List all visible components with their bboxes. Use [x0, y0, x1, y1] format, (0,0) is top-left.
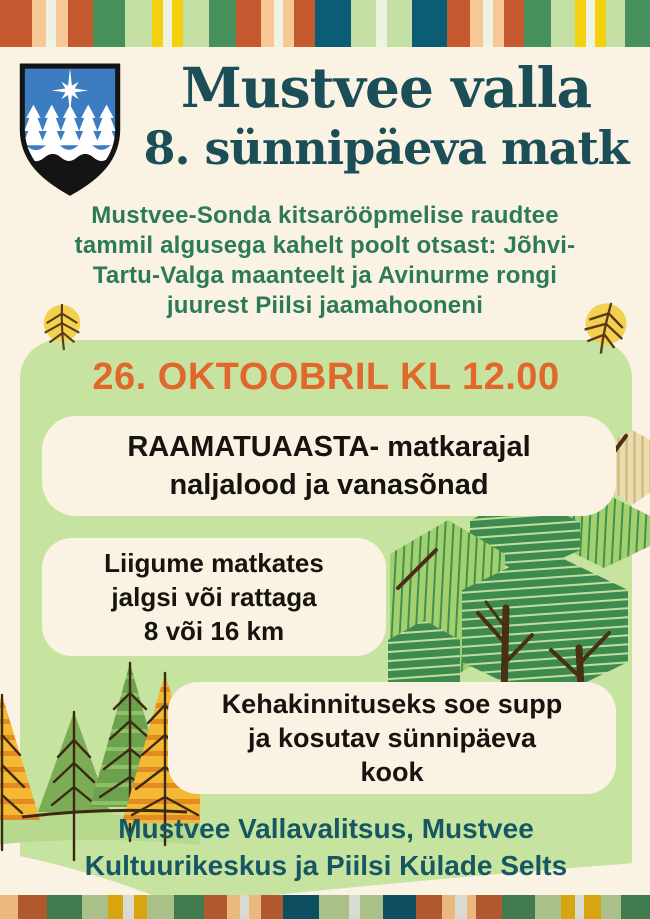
travel-box — [42, 538, 386, 656]
striped-border-bottom — [0, 895, 650, 919]
stripe-sage — [535, 895, 561, 919]
stripe-sage — [360, 895, 383, 919]
stripe-ltgreen — [351, 0, 376, 47]
stripe-green — [209, 0, 236, 47]
travel-box-line: Liigume matkates — [104, 548, 324, 578]
stripe-yellow — [152, 0, 163, 47]
stripe-ltgreen — [125, 0, 152, 47]
stripe-rust — [447, 0, 470, 47]
striped-border-top — [0, 0, 650, 47]
stripe-rust2 — [416, 895, 442, 919]
food-box-line: kook — [360, 757, 424, 787]
title-line-1: Mustvee valla — [180, 55, 592, 120]
stripe-peach2 — [0, 895, 18, 919]
stripe-dkgreen — [502, 895, 535, 919]
food-box — [168, 682, 616, 794]
event-date-time: 26. OKTOOBRIL KL 12.00 — [92, 356, 560, 398]
stripe-green — [93, 0, 125, 47]
stripe-rust — [68, 0, 93, 47]
stripe-cream — [586, 0, 595, 47]
mustvee-coat-of-arms — [14, 60, 126, 197]
stripe-teal2 — [383, 895, 416, 919]
stripe-rust2 — [204, 895, 227, 919]
stripe-gray — [455, 895, 467, 919]
stripe-peach — [261, 0, 274, 47]
stripe-ltgreen — [387, 0, 412, 47]
stripe-ltgreen — [606, 0, 625, 47]
stripe-cream — [163, 0, 172, 47]
stripe-cream — [376, 0, 387, 47]
stripe-sage — [147, 895, 174, 919]
stripe-sage — [82, 895, 108, 919]
stripe-green — [625, 0, 650, 47]
stripe-cream — [274, 0, 283, 47]
stripe-rust2 — [476, 895, 502, 919]
stripe-dkgreen — [621, 895, 650, 919]
travel-box-line: jalgsi või rattaga — [111, 582, 317, 612]
poster-title — [128, 55, 644, 176]
title-line-2: 8. sünnipäeva matk — [143, 121, 629, 176]
route-description — [0, 201, 650, 321]
stripe-mustard — [561, 895, 574, 919]
stripe-peach — [32, 0, 46, 47]
food-box-line: Kehakinnituseks soe supp — [221, 689, 563, 719]
shield-field — [14, 60, 126, 197]
organizers-line: Mustvee Vallavalitsus, Mustvee — [118, 813, 534, 844]
stripe-teal — [315, 0, 351, 47]
stripe-cream — [483, 0, 492, 47]
stripe-sage — [319, 895, 349, 919]
stripe-peach2 — [442, 895, 455, 919]
stripe-dkgreen — [47, 895, 83, 919]
route-description-line: juurest Piilsi jaamahooneni — [166, 292, 484, 319]
stripe-mustard — [584, 895, 600, 919]
stripe-peach — [56, 0, 68, 47]
stripe-ltgreen — [551, 0, 574, 47]
stripe-cream — [46, 0, 56, 47]
stripe-teal — [412, 0, 446, 47]
stripe-peach2 — [249, 895, 261, 919]
theme-box-line: naljalood ja vanasõnad — [169, 469, 489, 501]
stripe-rust — [236, 0, 261, 47]
stripe-teal2 — [283, 895, 319, 919]
stripe-rust — [504, 0, 524, 47]
stripe-rust2 — [18, 895, 47, 919]
stripe-yellow — [172, 0, 183, 47]
autumn-leaf-icon — [38, 300, 86, 354]
stripe-gray — [575, 895, 585, 919]
stripe-sage — [601, 895, 621, 919]
stripe-peach2 — [227, 895, 240, 919]
stripe-peach — [493, 0, 504, 47]
travel-box-line: 8 või 16 km — [143, 616, 285, 646]
stripe-peach2 — [467, 895, 477, 919]
stripe-ltgreen — [183, 0, 208, 47]
stripe-yellow — [575, 0, 586, 47]
organizers-line: Kultuurikeskus ja Piilsi Külade Selts — [84, 850, 568, 881]
stripe-rust — [0, 0, 32, 47]
organizers — [20, 810, 632, 884]
stripe-yellow — [595, 0, 606, 47]
stripe-rust — [294, 0, 314, 47]
stripe-gray — [349, 895, 361, 919]
stripe-rust2 — [261, 895, 284, 919]
stripe-dkgreen — [174, 895, 204, 919]
stripe-green — [524, 0, 551, 47]
route-description-line: tammil algusega kahelt poolt otsast: Jõhvi- — [74, 232, 576, 259]
theme-box — [42, 416, 616, 516]
route-description-line: Tartu-Valga maanteelt ja Avinurme rongi — [92, 262, 558, 289]
stripe-mustard — [134, 895, 147, 919]
stripe-mustard — [108, 895, 122, 919]
stripe-peach — [283, 0, 294, 47]
stripe-gray — [123, 895, 134, 919]
theme-box-line: RAAMATUAASTA- matkarajal — [127, 431, 531, 463]
food-box-line: ja kosutav sünnipäeva — [247, 723, 537, 753]
stripe-gray — [240, 895, 250, 919]
route-description-line: Mustvee-Sonda kitsarööpmelise raudtee — [91, 202, 559, 229]
stripe-peach — [470, 0, 483, 47]
